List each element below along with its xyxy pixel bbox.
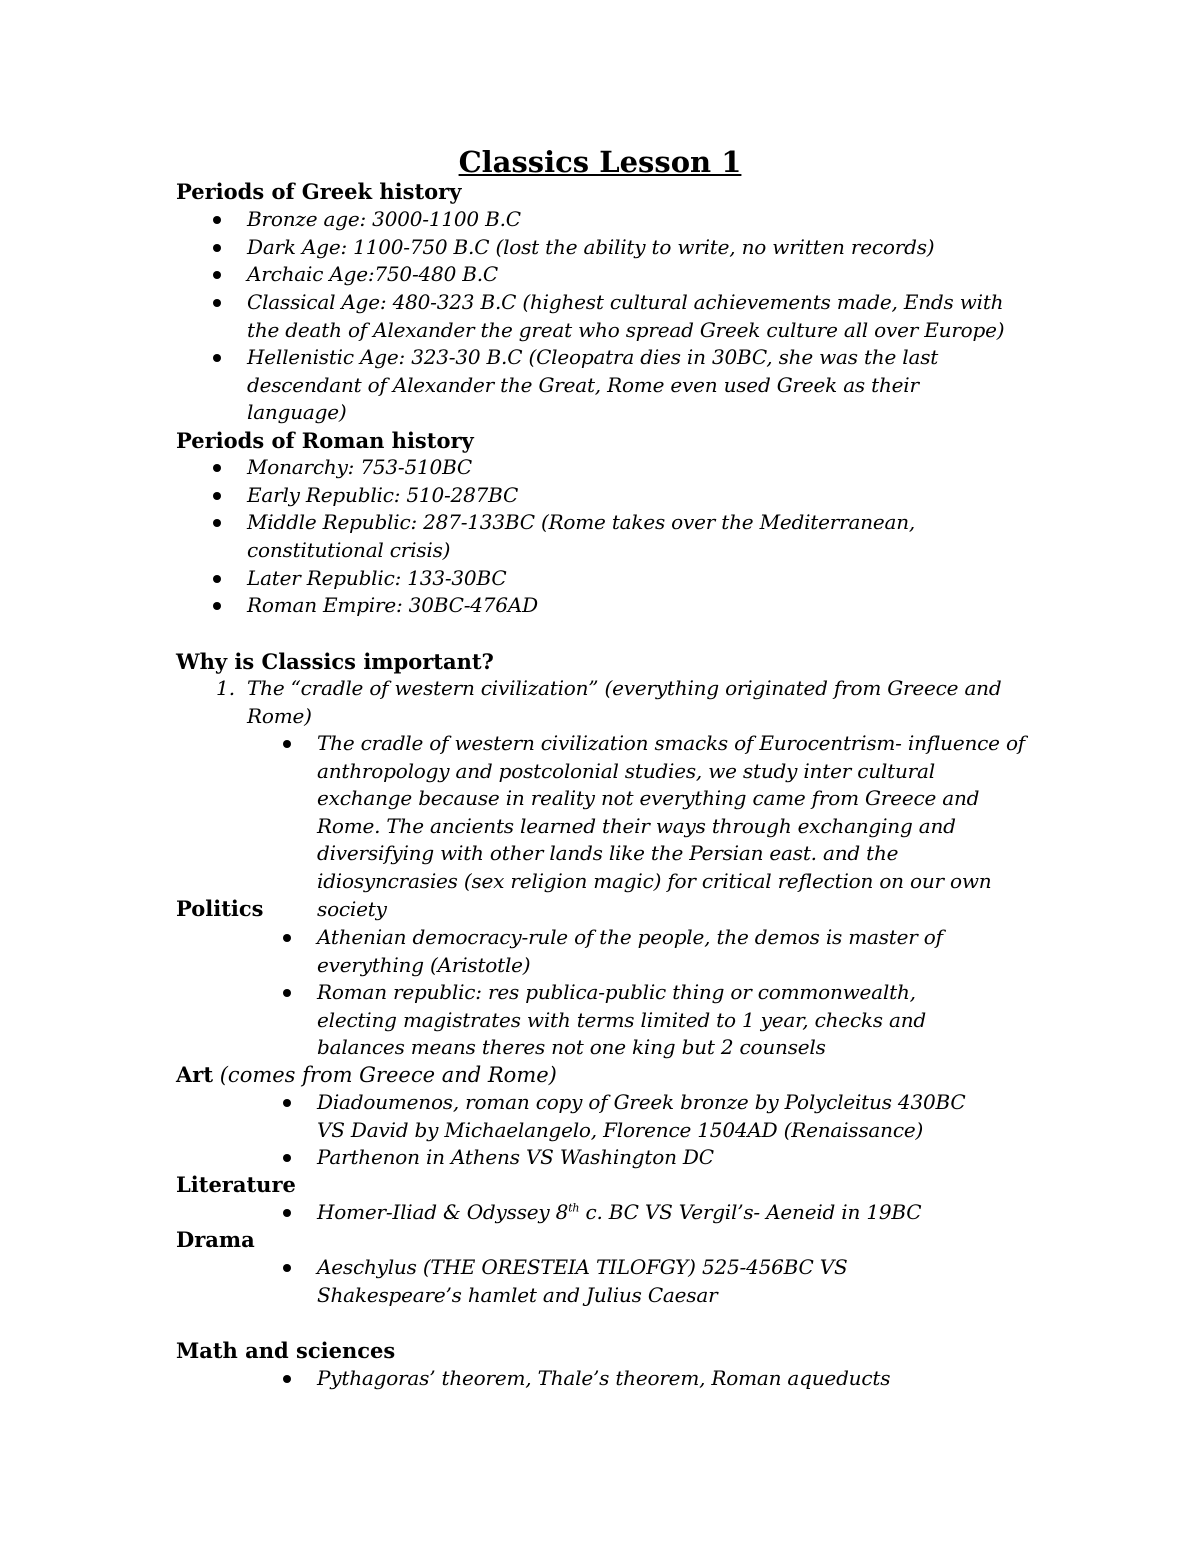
politics-item-roman: Roman republic: res publica-public thing or commonwealth, electing magistrates with terms limited to 1 year, checks and balances means theres not one king but 2 counsels bbox=[317, 980, 927, 1060]
literature-item-text: Homer-Iliad & Odyssey 8 bbox=[317, 1200, 569, 1224]
why-point: The “cradle of western civilization” (everything originated from Greece and Rome) bbox=[247, 676, 1002, 728]
greek-item-bronze: Bronze age: 3000-1100 B.C bbox=[247, 207, 521, 231]
art-item-diadoumenos: Diadoumenos, roman copy of Greek bronze by Polycleitus 430BC VS David by Michaelangelo, Florence 1504AD (Renaissance) bbox=[317, 1090, 966, 1142]
bullet-icon bbox=[213, 575, 221, 583]
bullet-icon bbox=[213, 299, 221, 307]
bullet-icon bbox=[283, 1264, 291, 1272]
bullet-icon bbox=[283, 740, 291, 748]
literature-heading: Literature bbox=[176, 1172, 296, 1197]
bullet-icon bbox=[213, 354, 221, 362]
drama-heading: Drama bbox=[176, 1227, 255, 1252]
literature-item bbox=[317, 1199, 1037, 1227]
art-item-parthenon: Parthenon in Athens VS Washington DC bbox=[317, 1145, 714, 1169]
bullet-icon bbox=[283, 989, 291, 997]
bullet-icon bbox=[283, 1099, 291, 1107]
document-title: Classics Lesson 1 bbox=[458, 145, 742, 179]
bullet-icon bbox=[213, 244, 221, 252]
bullet-icon bbox=[213, 519, 221, 527]
roman-item-monarchy: Monarchy: 753-510BC bbox=[247, 455, 473, 479]
list-number: 1. bbox=[216, 676, 236, 700]
bullet-icon bbox=[283, 934, 291, 942]
math-heading: Math and sciences bbox=[176, 1338, 396, 1363]
politics-item-athenian: Athenian democracy-rule of the people, the demos is master of everything (Aristotle) bbox=[317, 925, 943, 977]
roman-history-heading: Periods of Roman history bbox=[176, 428, 474, 453]
art-heading-note: (comes from Greece and Rome) bbox=[213, 1063, 557, 1087]
roman-item-middle-republic: Middle Republic: 287-133BC (Rome takes over the Mediterranean, constitutional crisis) bbox=[247, 510, 916, 562]
art-heading bbox=[176, 1061, 557, 1089]
why-subpoint: The cradle of western civilization smacks of Eurocentrism- influence of anthropology and postcolonial studies, we study inter cultural exchange because in reality not everything came from Greece and Rome. The ancients learned their ways through exchanging and diversifying with other lands like the Persian east. and the idiosyncrasies (sex religion magic) for critical reflection on our own society bbox=[317, 731, 1025, 921]
math-item: Pythagoras’ theorem, Thale’s theorem, Roman aqueducts bbox=[317, 1366, 891, 1390]
greek-history-heading: Periods of Greek history bbox=[176, 179, 462, 204]
bullet-icon bbox=[213, 492, 221, 500]
bullet-icon bbox=[213, 216, 221, 224]
greek-item-dark: Dark Age: 1100-750 B.C (lost the ability to write, no written records) bbox=[247, 235, 935, 259]
bullet-icon bbox=[283, 1209, 291, 1217]
bullet-icon bbox=[213, 464, 221, 472]
literature-item-sup: th bbox=[568, 1201, 580, 1215]
roman-item-later-republic: Later Republic: 133-30BC bbox=[247, 566, 507, 590]
roman-item-early-republic: Early Republic: 510-287BC bbox=[247, 483, 519, 507]
literature-item-text-end: c. BC VS Vergil’s- Aeneid in 19BC bbox=[579, 1200, 922, 1224]
bullet-icon bbox=[283, 1375, 291, 1383]
greek-item-archaic: Archaic Age:750-480 B.C bbox=[247, 262, 499, 286]
bullet-icon bbox=[213, 602, 221, 610]
politics-heading: Politics bbox=[176, 896, 264, 921]
bullet-icon bbox=[283, 1154, 291, 1162]
drama-item: Aeschylus (THE ORESTEIA TILOFGY) 525-456BC VS Shakespeare’s hamlet and Julius Caesar bbox=[317, 1255, 848, 1307]
roman-item-empire: Roman Empire: 30BC-476AD bbox=[247, 593, 538, 617]
art-heading-label: Art bbox=[176, 1062, 214, 1087]
why-heading: Why is Classics important? bbox=[176, 649, 494, 674]
bullet-icon bbox=[213, 271, 221, 279]
greek-item-classical: Classical Age: 480-323 B.C (highest cultural achievements made, Ends with the death of Alexander the great who spread Greek culture all over Europe) bbox=[247, 290, 1005, 342]
greek-item-hellenistic: Hellenistic Age: 323-30 B.C (Cleopatra dies in 30BC, she was the last descendant of Alexander the Great, Rome even used Greek as their language) bbox=[247, 345, 939, 425]
